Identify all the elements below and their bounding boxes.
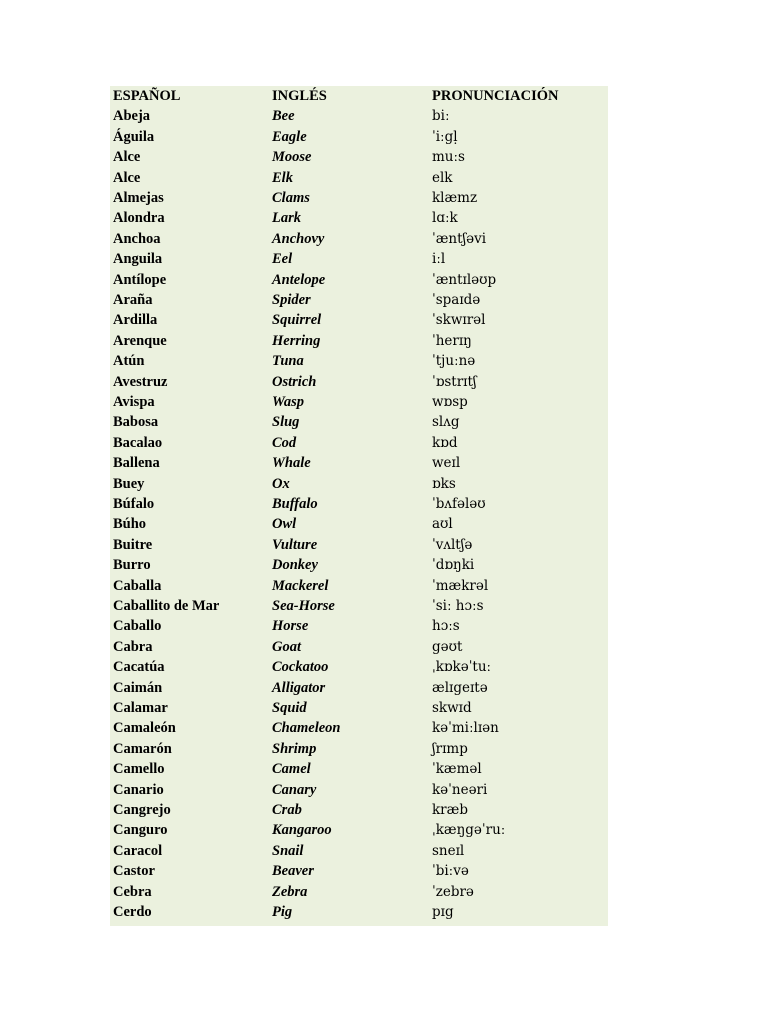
word-pronunciation: ˈtjuːnə <box>432 353 476 370</box>
word-spanish: Águila <box>113 128 155 145</box>
word-english: Elk <box>272 169 293 186</box>
table-row <box>110 514 608 534</box>
word-english: Moose <box>272 149 312 166</box>
word-english: Snail <box>272 842 304 859</box>
word-spanish: Caballito de Mar <box>113 598 220 614</box>
word-pronunciation: lɑːk <box>432 210 458 227</box>
word-spanish: Cebra <box>113 883 152 900</box>
word-english: Zebra <box>272 883 308 900</box>
word-pronunciation: ˈɒstrɪtʃ <box>432 373 477 390</box>
word-pronunciation: ɒks <box>432 475 456 492</box>
word-pronunciation: kəˈneəri <box>432 781 488 798</box>
table-row <box>110 249 608 269</box>
word-pronunciation: hɔːs <box>432 618 460 635</box>
table-row <box>110 290 608 310</box>
word-english: Spider <box>272 292 311 308</box>
word-spanish: Babosa <box>113 414 159 431</box>
table-row <box>110 759 608 779</box>
table-row <box>110 555 608 575</box>
word-spanish: Anchoa <box>113 230 161 247</box>
word-pronunciation: ˈmækrəl <box>432 577 489 594</box>
table-row <box>110 800 608 820</box>
word-english: Donkey <box>272 557 318 574</box>
word-spanish: Canario <box>113 781 164 798</box>
table-row <box>110 718 608 738</box>
header-ingles: INGLÉS <box>272 88 327 104</box>
word-pronunciation: ˈæntʃəvi <box>432 230 487 247</box>
table-row <box>110 168 608 188</box>
table-row <box>110 127 608 147</box>
word-spanish: Alondra <box>113 210 165 227</box>
table-row <box>110 147 608 167</box>
word-pronunciation: ˈspaɪdə <box>432 292 481 308</box>
word-pronunciation: iːl <box>432 251 446 268</box>
word-pronunciation: ˈkæməl <box>432 761 482 778</box>
word-english: Canary <box>272 781 317 798</box>
word-spanish: Alce <box>113 149 141 166</box>
table-row <box>110 412 608 432</box>
table-row <box>110 208 608 228</box>
word-pronunciation: ˈskwɪrəl <box>432 312 486 329</box>
table-row <box>110 698 608 718</box>
word-spanish: Araña <box>113 292 153 308</box>
word-pronunciation: ˈherɪŋ <box>432 332 472 349</box>
table-row <box>110 474 608 494</box>
table-row <box>110 310 608 330</box>
word-spanish: Castor <box>113 863 155 880</box>
word-spanish: Caracol <box>113 842 163 859</box>
word-english: Mackerel <box>272 577 329 594</box>
word-spanish: Avestruz <box>113 373 168 390</box>
table-row <box>110 372 608 392</box>
word-pronunciation: gəʊt <box>432 638 463 655</box>
header-espanol: ESPAÑOL <box>113 88 181 104</box>
table-row <box>110 188 608 208</box>
word-english: Eagle <box>272 128 307 145</box>
table-row <box>110 535 608 555</box>
word-english: Beaver <box>272 863 314 880</box>
word-spanish: Caballa <box>113 577 162 594</box>
word-spanish: Cacatúa <box>113 659 165 676</box>
table-row <box>110 637 608 657</box>
table-row <box>110 780 608 800</box>
word-english: Tuna <box>272 353 304 370</box>
word-english: Chameleon <box>272 720 341 737</box>
table-row <box>110 106 608 126</box>
word-pronunciation: kræb <box>432 802 468 818</box>
word-english: Shrimp <box>272 740 317 757</box>
table-row <box>110 270 608 290</box>
word-english: Vulture <box>272 536 318 553</box>
word-english: Cod <box>272 434 297 451</box>
word-spanish: Bacalao <box>113 434 163 451</box>
word-pronunciation: ˈæntɪləʊp <box>432 271 497 288</box>
word-spanish: Alce <box>113 169 141 186</box>
word-english: Eel <box>272 251 293 268</box>
word-english: Squid <box>272 700 307 716</box>
word-english: Bee <box>272 108 295 125</box>
word-spanish: Caimán <box>113 679 163 696</box>
word-spanish: Antílope <box>113 271 167 288</box>
word-english: Kangaroo <box>272 822 332 839</box>
word-english: Sea-Horse <box>272 598 335 614</box>
word-english: Squirrel <box>272 312 322 329</box>
table-row <box>110 678 608 698</box>
word-pronunciation: ˈvʌltʃə <box>432 536 473 553</box>
word-english: Horse <box>272 618 309 635</box>
word-spanish: Caballo <box>113 618 162 635</box>
table-row <box>110 453 608 473</box>
word-english: Pig <box>272 904 293 920</box>
word-pronunciation: kɒd <box>432 434 458 451</box>
word-english: Camel <box>272 761 311 778</box>
word-english: Whale <box>272 455 311 472</box>
word-pronunciation: ælɪgeɪtə <box>432 679 488 696</box>
word-spanish: Cerdo <box>113 904 152 920</box>
table-row <box>110 820 608 840</box>
word-spanish: Ardilla <box>113 312 158 329</box>
word-english: Buffalo <box>272 496 318 512</box>
table-row <box>110 841 608 861</box>
table-row <box>110 596 608 616</box>
word-english: Herring <box>272 332 321 349</box>
word-spanish: Burro <box>113 557 151 574</box>
word-pronunciation: ˈdɒŋki <box>432 557 475 574</box>
word-pronunciation: wɒsp <box>432 394 468 410</box>
table-row <box>110 351 608 371</box>
word-spanish: Canguro <box>113 822 168 839</box>
word-pronunciation: ˈiːgḷ <box>432 128 458 145</box>
word-spanish: Anguila <box>113 251 163 268</box>
word-pronunciation: ʃrɪmp <box>432 740 468 757</box>
table-row <box>110 392 608 412</box>
word-spanish: Ballena <box>113 455 160 472</box>
word-spanish: Camello <box>113 761 165 778</box>
table-row <box>110 576 608 596</box>
word-pronunciation: elk <box>432 169 453 186</box>
word-pronunciation: ˈsiː hɔːs <box>432 598 484 614</box>
table-row <box>110 494 608 514</box>
word-spanish: Arenque <box>113 332 167 349</box>
word-english: Cockatoo <box>272 659 329 676</box>
word-english: Anchovy <box>272 230 325 247</box>
word-english: Lark <box>272 210 301 227</box>
word-pronunciation: biː <box>432 108 450 125</box>
word-english: Crab <box>272 802 302 818</box>
word-spanish: Buey <box>113 475 145 492</box>
word-pronunciation: ˌkæŋgəˈruː <box>432 822 506 839</box>
word-spanish: Cabra <box>113 638 153 655</box>
word-spanish: Avispa <box>113 394 155 410</box>
word-pronunciation: muːs <box>432 149 465 166</box>
table-row <box>110 739 608 759</box>
word-english: Wasp <box>272 394 304 410</box>
word-spanish: Almejas <box>113 190 164 206</box>
word-spanish: Camarón <box>113 740 172 757</box>
word-spanish: Calamar <box>113 700 168 716</box>
word-pronunciation: weɪl <box>432 455 461 472</box>
table-row <box>110 616 608 636</box>
table-row <box>110 433 608 453</box>
word-pronunciation: slʌg <box>432 414 460 431</box>
vocabulary-table <box>110 86 608 926</box>
table-header-row <box>110 86 608 106</box>
table-row <box>110 229 608 249</box>
table-row <box>110 882 608 902</box>
word-pronunciation: ˌkɒkəˈtuː <box>432 659 492 676</box>
word-pronunciation: klæmz <box>432 190 478 206</box>
table-row <box>110 861 608 881</box>
table-row <box>110 331 608 351</box>
word-english: Ox <box>272 475 290 492</box>
header-pronunciacion: PRONUNCIACIÓN <box>432 88 559 104</box>
word-pronunciation: skwɪd <box>432 700 472 716</box>
word-english: Clams <box>272 190 310 206</box>
word-pronunciation: pɪg <box>432 904 454 920</box>
word-pronunciation: kəˈmiːlɪən <box>432 720 499 737</box>
word-english: Alligator <box>272 679 326 696</box>
word-pronunciation: ˈbiːvə <box>432 863 469 880</box>
word-pronunciation: sneɪl <box>432 842 465 859</box>
word-pronunciation: aʊl <box>432 516 453 533</box>
table-row <box>110 902 608 922</box>
word-english: Ostrich <box>272 373 317 390</box>
word-english: Owl <box>272 516 297 533</box>
word-spanish: Abeja <box>113 108 151 125</box>
word-pronunciation: ˈzebrə <box>432 883 474 900</box>
word-english: Goat <box>272 638 301 655</box>
word-english: Slug <box>272 414 300 431</box>
word-spanish: Buitre <box>113 536 153 553</box>
word-spanish: Búho <box>113 516 147 533</box>
table-row <box>110 657 608 677</box>
word-english: Antelope <box>272 271 326 288</box>
word-pronunciation: ˈbʌfələʊ <box>432 496 486 512</box>
word-spanish: Búfalo <box>113 496 155 512</box>
word-spanish: Cangrejo <box>113 802 171 818</box>
word-spanish: Atún <box>113 353 145 370</box>
word-spanish: Camaleón <box>113 720 176 737</box>
